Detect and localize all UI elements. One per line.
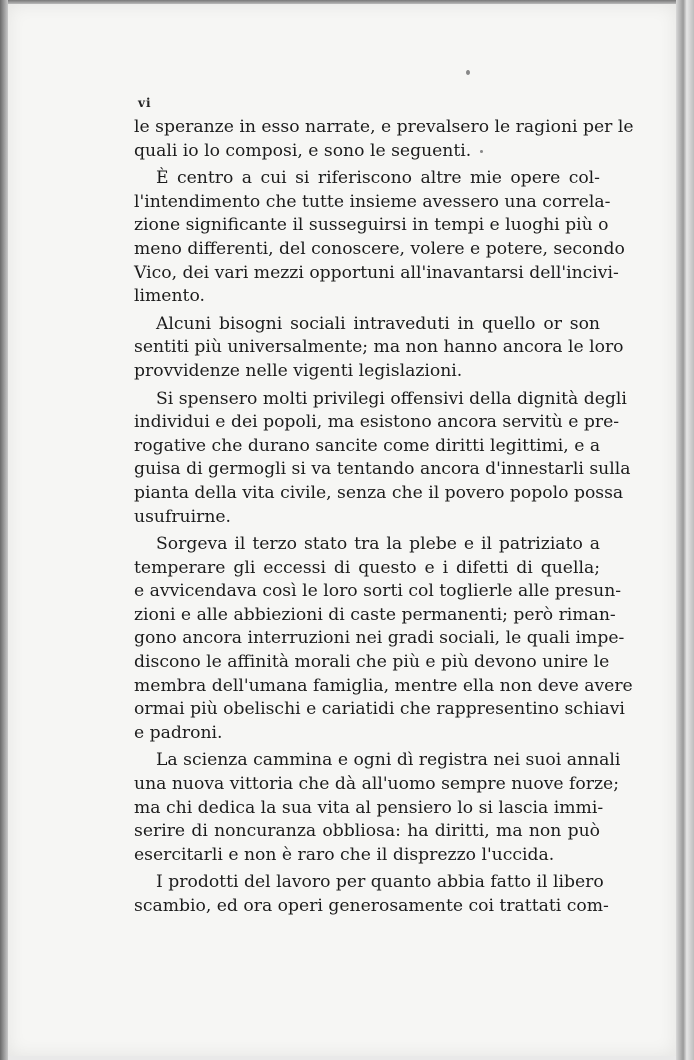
text-line: usufruirne. xyxy=(134,506,232,527)
paragraph xyxy=(134,388,631,530)
text-line: provvidenze nelle vigenti legislazioni. xyxy=(134,360,463,381)
text-line: membra dell'umana famiglia, mentre ella non deve avere xyxy=(134,675,633,696)
text-line: le speranze in esso narrate, e prevalsero le ragioni per le xyxy=(134,117,634,137)
text-line: La scienza cammina e ogni dì registra nei suoi annali xyxy=(156,750,621,771)
text-line: individui e dei popoli, ma esistono ancora servitù e pre- xyxy=(134,412,620,433)
text-line: zione significante il susseguirsi in tempi e luoghi più o xyxy=(134,215,609,236)
paragraph xyxy=(134,313,624,384)
text-line: una nuova vittoria che dà all'uomo sempre nuove forze; xyxy=(134,774,620,795)
text-line: serire di noncuranza obbliosa: ha diritti, ma non può xyxy=(134,821,600,842)
text-line: quali io lo composi, e sono le seguenti. xyxy=(134,140,472,161)
text-line: sentiti più universalmente; ma non hanno ancora le loro xyxy=(134,337,624,358)
text-line: discono le affinità morali che più e più devono unire le xyxy=(134,652,610,673)
text-line: scambio, ed ora operi generosamente coi trattati com- xyxy=(134,896,609,916)
page-right-edge xyxy=(676,0,694,1060)
paragraph xyxy=(134,533,633,745)
text-line: esercitarli e non è raro che il disprezzo l'uccida. xyxy=(134,844,555,865)
text-line: ma chi dedica la sua vita al pensiero lo si lascia immi- xyxy=(134,797,604,818)
text-line: guisa di germogli si va tentando ancora d'innestarli sulla xyxy=(134,459,631,480)
paragraph xyxy=(134,116,634,163)
text-line: zioni e alle abbiezioni di caste permanenti; però riman- xyxy=(134,604,616,625)
book-spine-shadow xyxy=(0,0,8,1060)
paragraph xyxy=(134,167,625,309)
text-line: l'intendimento che tutte insieme avessero una correla- xyxy=(134,191,611,212)
text-line: temperare gli eccessi di questo e i difetti di quella; xyxy=(134,557,600,578)
text-line: Alcuni bisogni sociali intraveduti in quello or son xyxy=(156,313,600,334)
text-line: e avvicendava così le loro sorti col toglierle alle presun- xyxy=(134,581,622,602)
text-line: limento. xyxy=(134,286,205,307)
text-line: I prodotti del lavoro per quanto abbia fatto il libero xyxy=(156,872,604,893)
text-line: È centro a cui si riferiscono altre mie opere col- xyxy=(156,168,600,189)
text-line: e padroni. xyxy=(134,722,223,743)
paragraph xyxy=(134,749,621,867)
text-line: ormai più obelischi e cariatidi che rappresentino schiavi xyxy=(134,699,625,720)
page-number: vi xyxy=(138,96,152,110)
paper-speck xyxy=(466,70,470,75)
paragraph xyxy=(134,871,609,918)
text-line: Si spensero molti privilegi offensivi della dignità degli xyxy=(156,388,627,409)
text-line: rogative che durano sancite come diritti legittimi, e a xyxy=(134,435,601,456)
text-line: Sorgeva il terzo stato tra la plebe e il patriziato a xyxy=(156,534,600,555)
text-line: pianta della vita civile, senza che il povero popolo possa xyxy=(134,482,624,503)
text-line: Vico, dei vari mezzi opportuni all'inavantarsi dell'incivi- xyxy=(134,262,619,283)
text-line: gono ancora interruzioni nei gradi sociali, le quali impe- xyxy=(134,628,625,649)
body-text xyxy=(134,116,634,919)
text-line: meno differenti, del conoscere, volere e potere, secondo xyxy=(134,238,625,259)
